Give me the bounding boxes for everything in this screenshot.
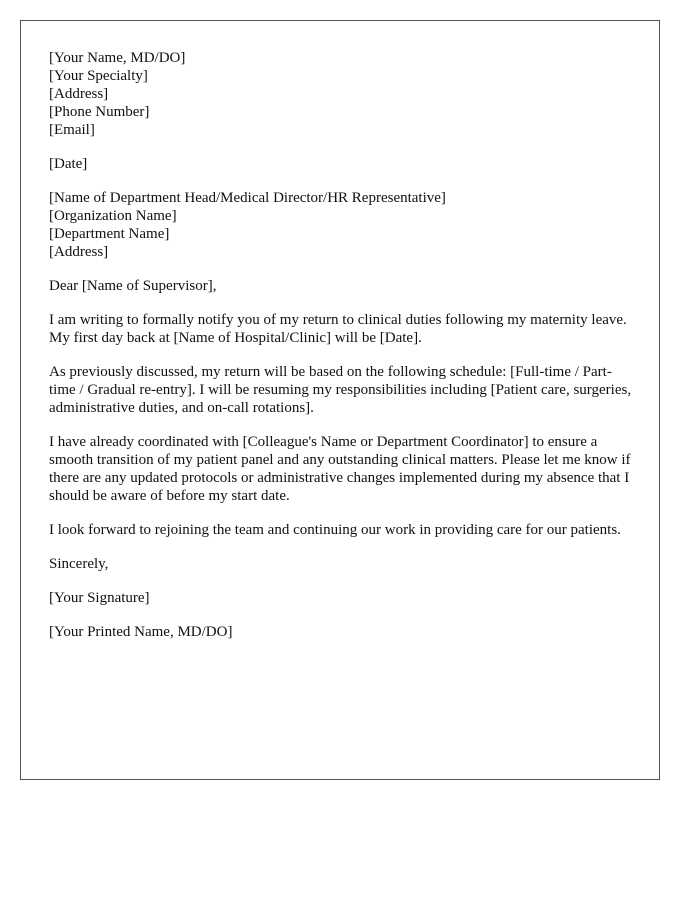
letter-content bbox=[49, 49, 633, 657]
closing: Sincerely, bbox=[49, 556, 109, 572]
body-paragraph-4: I look forward to rejoining the team and continuing our work in providing care for our patients. bbox=[49, 522, 621, 538]
body-paragraph-1: I am writing to formally notify you of my return to clinical duties following my maternity leave. My first day back at [Name of Hospital/Clinic] will be [Date]. bbox=[49, 312, 627, 346]
body-paragraph-3: I have already coordinated with [Colleague's Name or Department Coordinator] to ensure a smooth transition of my patient panel and any outstanding clinical matters. Please let me know if there are any updated protocols or administrative changes implemented during my absence that I should be aware of before my start date. bbox=[49, 434, 631, 504]
sender-specialty: [Your Specialty] bbox=[49, 68, 148, 84]
sender-address: [Address] bbox=[49, 86, 109, 102]
recipient-department: [Department Name] bbox=[49, 226, 170, 242]
sender-phone: [Phone Number] bbox=[49, 104, 150, 120]
letter-date: [Date] bbox=[49, 156, 88, 172]
recipient-address: [Address] bbox=[49, 244, 109, 260]
recipient-block bbox=[49, 189, 633, 261]
sender-name: [Your Name, MD/DO] bbox=[49, 50, 186, 66]
sender-block bbox=[49, 49, 633, 139]
recipient-name: [Name of Department Head/Medical Director/HR Representative] bbox=[49, 190, 446, 206]
printed-name: [Your Printed Name, MD/DO] bbox=[49, 624, 233, 640]
letter-page bbox=[20, 20, 660, 780]
body-paragraph-2: As previously discussed, my return will be based on the following schedule: [Full-time / Part-time / Gradual re-entry]. I will be resuming my responsibilities including [Patient care, surgeries, administrative duties, and on-call rotations]. bbox=[49, 364, 632, 416]
salutation: Dear [Name of Supervisor], bbox=[49, 278, 217, 294]
recipient-organization: [Organization Name] bbox=[49, 208, 177, 224]
signature: [Your Signature] bbox=[49, 590, 150, 606]
sender-email: [Email] bbox=[49, 122, 95, 138]
